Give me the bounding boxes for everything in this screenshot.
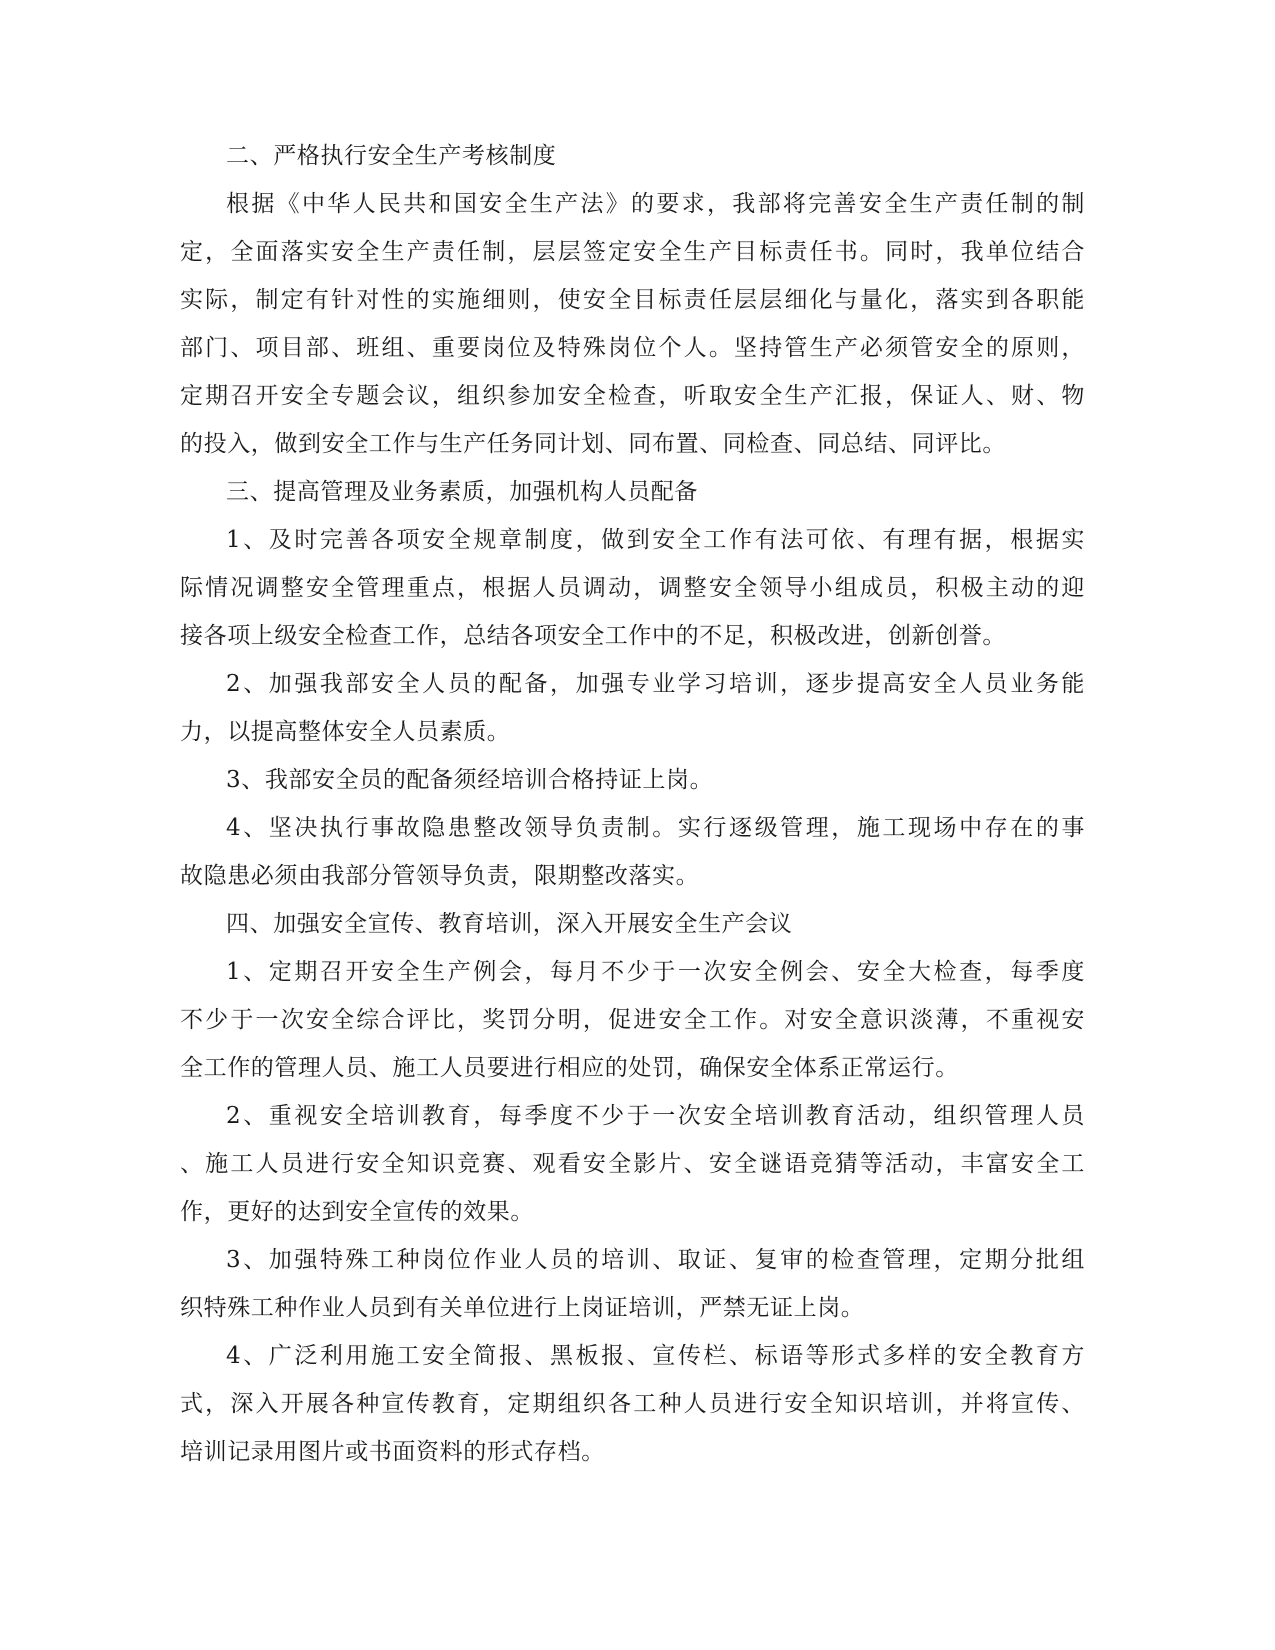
paragraph <box>180 468 1085 516</box>
paragraph <box>180 804 1085 900</box>
text-line: 二、严格执行安全生产考核制度 <box>226 143 557 169</box>
text-line: 1、及时完善各项安全规章制度，做到安全工作有法可依、有理有据，根据实 <box>226 527 1085 553</box>
document-page <box>180 132 1085 1476</box>
text-line: 根据《中华人民共和国安全生产法》的要求，我部将完善安全生产责任制的制 <box>226 191 1085 217</box>
text-line: 力，以提高整体安全人员素质。 <box>180 719 511 745</box>
text-line: 4、坚决执行事故隐患整改领导负责制。实行逐级管理，施工现场中存在的事 <box>226 815 1085 841</box>
text-line: 的投入，做到安全工作与生产任务同计划、同布置、同检查、同总结、同评比。 <box>180 431 1006 457</box>
paragraph <box>180 660 1085 756</box>
text-line: 故隐患必须由我部分管领导负责，限期整改落实。 <box>180 863 700 889</box>
text-line: 三、提高管理及业务素质，加强机构人员配备 <box>226 479 698 505</box>
paragraph <box>180 1236 1085 1332</box>
paragraph <box>180 756 1085 804</box>
text-line: 四、加强安全宣传、教育培训，深入开展安全生产会议 <box>226 911 793 937</box>
text-line: 式，深入开展各种宣传教育，定期组织各工种人员进行安全知识培训，并将宣传、 <box>180 1391 1085 1417</box>
text-line: 2、重视安全培训教育，每季度不少于一次安全培训教育活动，组织管理人员 <box>226 1103 1085 1129</box>
text-line: 1、定期召开安全生产例会，每月不少于一次安全例会、安全大检查，每季度 <box>226 959 1085 985</box>
paragraph <box>180 1092 1085 1236</box>
paragraph <box>180 516 1085 660</box>
text-line: 接各项上级安全检查工作，总结各项安全工作中的不足，积极改进，创新创誉。 <box>180 623 1006 649</box>
text-line: 不少于一次安全综合评比，奖罚分明，促进安全工作。对安全意识淡薄，不重视安 <box>180 1007 1085 1033</box>
paragraph <box>180 132 1085 180</box>
text-line: 织特殊工种作业人员到有关单位进行上岗证培训，严禁无证上岗。 <box>180 1295 865 1321</box>
text-line: 3、加强特殊工种岗位作业人员的培训、取证、复审的检查管理，定期分批组 <box>226 1247 1085 1273</box>
paragraph <box>180 180 1085 468</box>
paragraph <box>180 948 1085 1092</box>
paragraph <box>180 900 1085 948</box>
text-line: 、施工人员进行安全知识竞赛、观看安全影片、安全谜语竞猜等活动，丰富安全工 <box>180 1151 1085 1177</box>
text-line: 3、我部安全员的配备须经培训合格持证上岗。 <box>226 767 714 793</box>
paragraph <box>180 1332 1085 1476</box>
text-line: 实际，制定有针对性的实施细则，使安全目标责任层层细化与量化，落实到各职能 <box>180 287 1085 313</box>
text-line: 定期召开安全专题会议，组织参加安全检查，听取安全生产汇报，保证人、财、物 <box>180 383 1085 409</box>
text-line: 4、广泛利用施工安全简报、黑板报、宣传栏、标语等形式多样的安全教育方 <box>226 1343 1085 1369</box>
text-line: 作，更好的达到安全宣传的效果。 <box>180 1199 534 1225</box>
text-line: 际情况调整安全管理重点，根据人员调动，调整安全领导小组成员，积极主动的迎 <box>180 575 1085 601</box>
text-line: 全工作的管理人员、施工人员要进行相应的处罚，确保安全体系正常运行。 <box>180 1055 959 1081</box>
text-line: 定，全面落实安全生产责任制，层层签定安全生产目标责任书。同时，我单位结合 <box>180 239 1085 265</box>
text-line: 部门、项目部、班组、重要岗位及特殊岗位个人。坚持管生产必须管安全的原则， <box>180 335 1085 361</box>
text-line: 2、加强我部安全人员的配备，加强专业学习培训，逐步提高安全人员业务能 <box>226 671 1085 697</box>
text-line: 培训记录用图片或书面资料的形式存档。 <box>180 1439 605 1465</box>
